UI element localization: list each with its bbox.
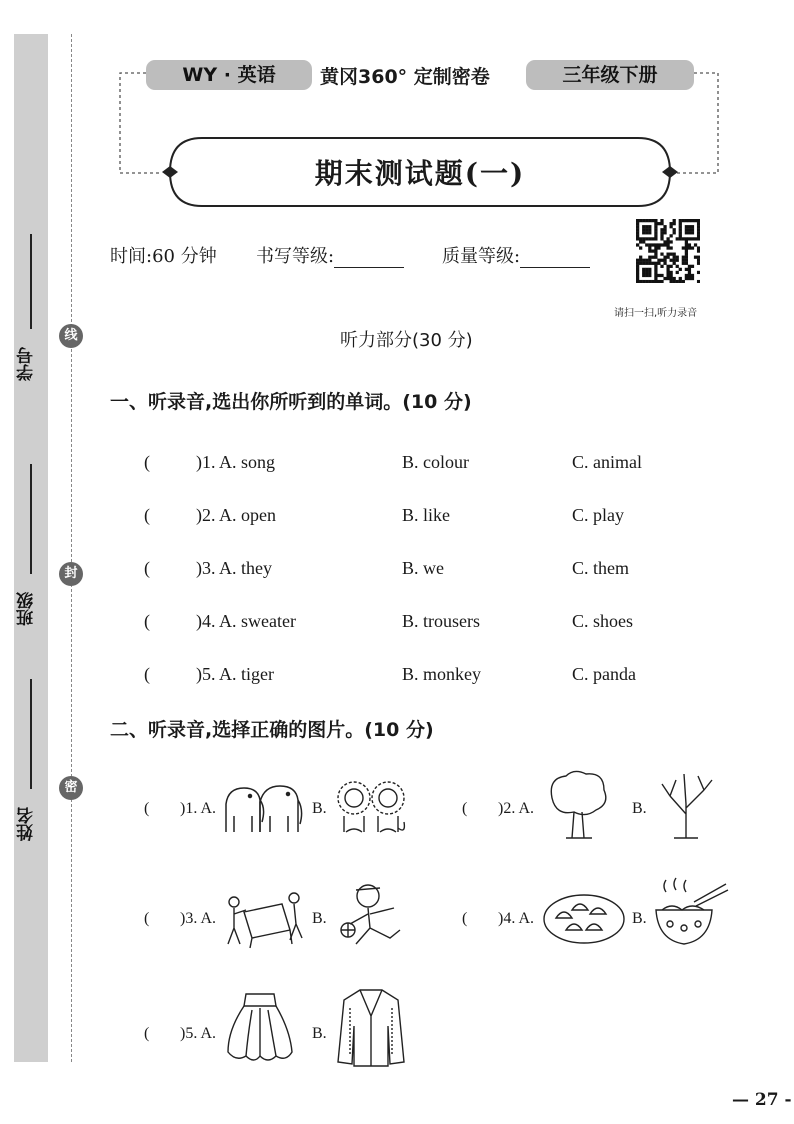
part1-q4-a: )4. A. sweater — [196, 611, 296, 631]
paren-open: ( — [144, 664, 150, 684]
paren-open: ( — [144, 452, 150, 472]
part1-q5-b: B. monkey — [402, 664, 481, 684]
paren-open: ( — [462, 800, 468, 817]
exam-title: 期末测试题(一) — [314, 157, 526, 190]
writing-grade-label: 书写等级: — [256, 242, 404, 268]
class-line — [30, 464, 32, 574]
qr-caption: 请扫一扫,听力录音 — [614, 308, 698, 319]
part1-q5-a: )5. A. tiger — [196, 664, 274, 684]
lions-image — [334, 776, 410, 838]
part2-q1-b: B. — [312, 800, 327, 817]
quality-grade-blank[interactable] — [520, 249, 590, 268]
class-label: 班级 — [17, 592, 37, 626]
part2-q3-b: B. — [312, 910, 327, 927]
writing-grade-blank[interactable] — [334, 249, 404, 268]
leafy-tree-image — [544, 768, 612, 842]
paren-open: ( — [144, 505, 150, 525]
part1-q3-c: C. them — [572, 558, 629, 578]
student-id-label: 学号 — [17, 347, 37, 381]
part1-q1-a: )1. A. song — [196, 452, 276, 472]
part2-q2-label: )2. A. — [498, 800, 534, 817]
part2-q1-label: )1. A. — [180, 800, 216, 817]
section-heading: 听力部分(30 分) — [340, 330, 473, 351]
series-title: 黄冈360° 定制密卷 — [320, 66, 490, 88]
cut-line — [71, 34, 72, 1062]
part2-q4-label: )4. A. — [498, 910, 534, 927]
dumplings-image — [542, 892, 626, 946]
qr-code-icon[interactable] — [636, 219, 700, 283]
quality-grade-label: 质量等级: — [442, 242, 590, 268]
part2-title: 二、听录音,选择正确的图片。(10 分) — [110, 719, 434, 741]
basketball-boy-image — [334, 880, 414, 952]
part1-title: 一、听录音,选出你所听到的单词。(10 分) — [110, 391, 472, 413]
part1-q4-c: C. shoes — [572, 611, 634, 631]
part1-q4-b: B. trousers — [402, 611, 480, 631]
part1-q2-b: B. like — [402, 505, 450, 525]
part1-q1-c: C. animal — [572, 452, 642, 472]
part1-q3-a: )3. A. they — [196, 558, 272, 578]
bare-tree-image — [654, 768, 720, 842]
elephants-image — [220, 778, 304, 838]
student-id-line — [30, 234, 32, 329]
part1-q1-b: B. colour — [402, 452, 469, 472]
paren-open: ( — [144, 611, 150, 631]
part1-q5-c: C. panda — [572, 664, 636, 684]
part2-q5-b: B. — [312, 1025, 327, 1042]
jacket-image — [336, 986, 406, 1070]
part2-q3-label: )3. A. — [180, 910, 216, 927]
paren-open: ( — [144, 800, 150, 817]
skirt-image — [224, 990, 296, 1068]
noodles-bowl-image — [652, 874, 730, 952]
subject-pill: WY · 英语 — [146, 60, 312, 90]
paren-open: ( — [144, 1025, 150, 1042]
binding-sidebar — [14, 34, 48, 1062]
paren-open: ( — [144, 910, 150, 927]
ping-pong-image — [220, 888, 304, 950]
part1-q3-b: B. we — [402, 558, 444, 578]
page-number: — 27 - — [732, 1090, 792, 1110]
part2-q5-label: )5. A. — [180, 1025, 216, 1042]
time-info: 时间:60 分钟 — [110, 246, 217, 267]
seal-line-mark: 线 — [59, 324, 83, 348]
name-line — [30, 679, 32, 789]
part2-q2-b: B. — [632, 800, 647, 817]
paren-open: ( — [462, 910, 468, 927]
part1-q2-a: )2. A. open — [196, 505, 276, 525]
seal-secret-mark: 密 — [59, 776, 83, 800]
name-label: 姓名 — [17, 807, 37, 841]
paren-open: ( — [144, 558, 150, 578]
part1-q2-c: C. play — [572, 505, 624, 525]
grade-pill: 三年级下册 — [526, 60, 694, 90]
seal-seal-mark: 封 — [59, 562, 83, 586]
part2-q4-b: B. — [632, 910, 647, 927]
